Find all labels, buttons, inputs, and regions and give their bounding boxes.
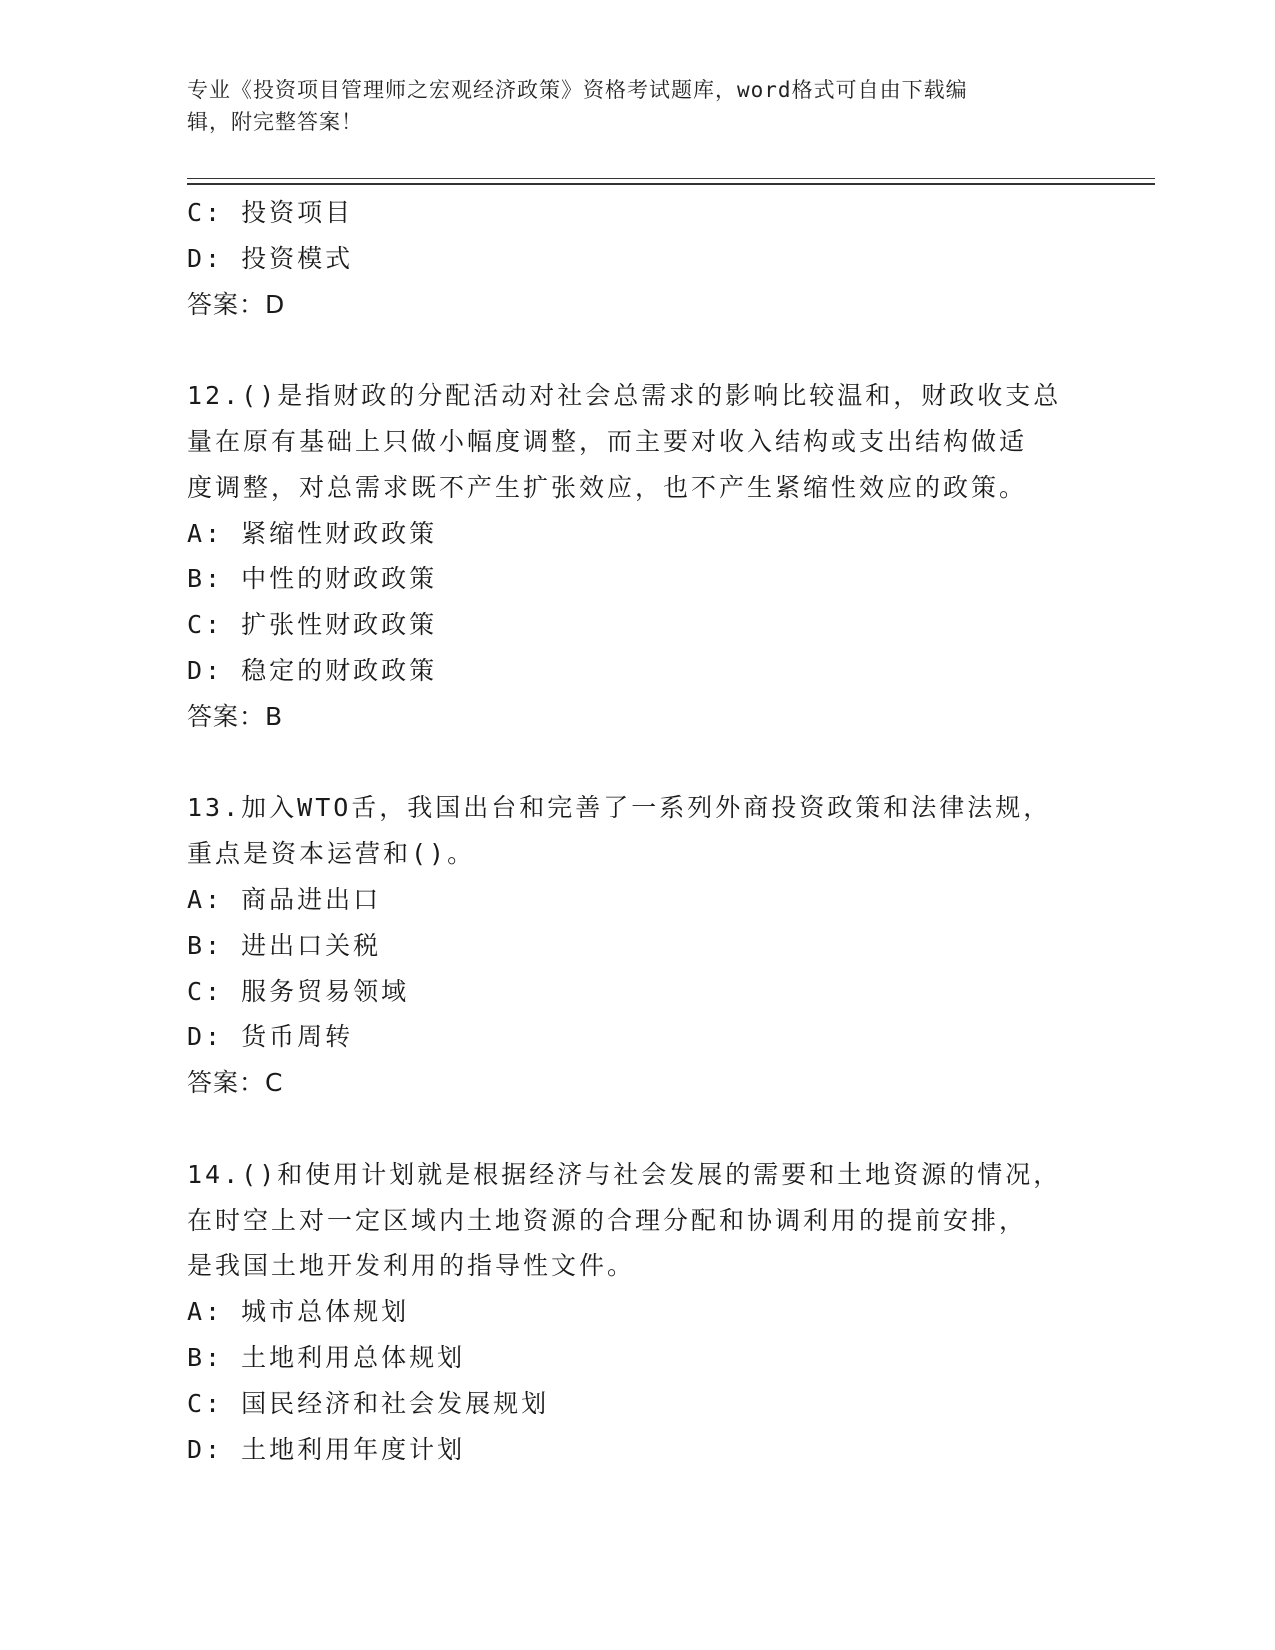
question-stem-line: 度调整，对总需求既不产生扩张效应，也不产生紧缩性效应的政策。 [187,472,1028,502]
header-divider-thick [187,183,1155,185]
option-b: B: 中性的财政政策 [187,564,438,594]
question-13 [187,785,1087,1106]
question-stem-line: 13.加入WTO舌，我国出台和完善了一系列外商投资政策和法律法规， [187,793,1052,823]
option-c: C: 国民经济和社会发展规划 [187,1388,550,1418]
option-c: C: 投资项目 [187,198,354,227]
option-b: B: 土地利用总体规划 [187,1342,466,1372]
answer-line: 答案：D [187,289,286,319]
prev-question [187,190,1087,327]
answer-line: 答案：B [187,701,284,731]
spacer [187,327,1087,373]
question-stem-line: 重点是资本运营和()。 [187,839,476,869]
header-divider-thin [187,178,1155,179]
option-a: A: 紧缩性财政政策 [187,518,438,548]
header-line-2: 辑，附完整答案！ [187,110,363,134]
spacer [187,1106,1087,1152]
question-list [187,190,1087,1472]
question-stem-line: 在时空上对一定区域内土地资源的合理分配和协调利用的提前安排， [187,1205,1028,1235]
spacer [187,740,1087,786]
question-stem-line: 12.()是指财政的分配活动对社会总需求的影响比较温和，财政收支总 [187,381,1062,411]
option-d: D: 货币周转 [187,1022,354,1052]
answer-line: 答案：C [187,1068,284,1098]
question-stem-line: 是我国土地开发利用的指导性文件。 [187,1251,636,1281]
question-14 [187,1152,1087,1473]
option-b: B: 进出口关税 [187,930,382,960]
option-d: D: 土地利用年度计划 [187,1434,466,1464]
option-c: C: 服务贸易领域 [187,976,410,1006]
option-a: A: 城市总体规划 [187,1297,410,1327]
question-stem-line: 14.()和使用计划就是根据经济与社会发展的需要和土地资源的情况， [187,1159,1062,1189]
option-d: D: 稳定的财政政策 [187,655,438,685]
question-12 [187,373,1087,739]
option-c: C: 扩张性财政政策 [187,610,438,640]
header-line-1: 专业《投资项目管理师之宏观经济政策》资格考试题库，word格式可自由下载编 [187,78,968,102]
option-d: D: 投资模式 [187,243,354,273]
document-header [187,74,1087,138]
question-stem-line: 量在原有基础上只做小幅度调整，而主要对收入结构或支出结构做适 [187,426,1028,456]
option-a: A: 商品进出口 [187,884,382,914]
